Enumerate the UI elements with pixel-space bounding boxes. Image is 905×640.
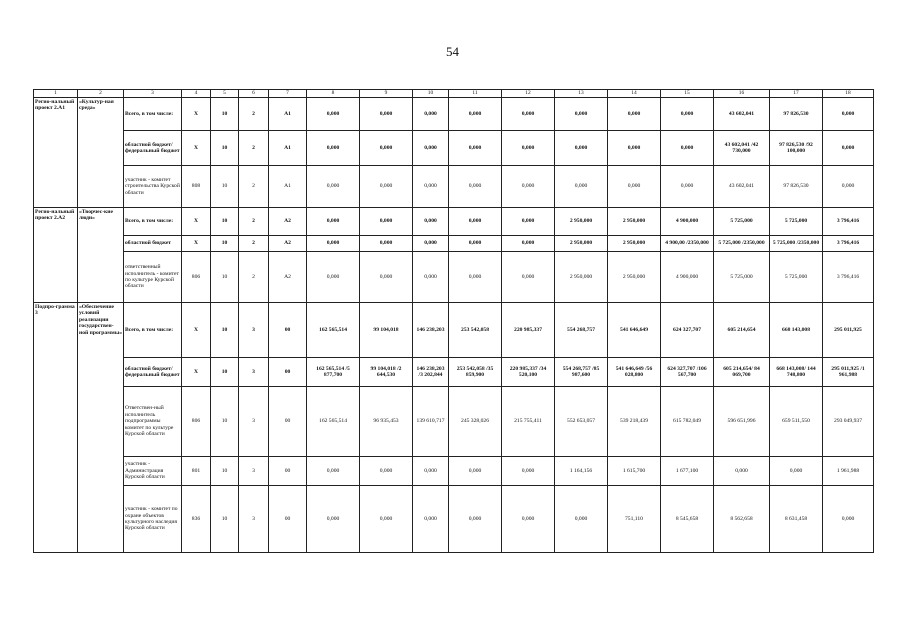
value-cell: 0,000 xyxy=(608,98,661,131)
value-cell: 220 985,337 xyxy=(502,303,555,358)
value-cell: 0,000 xyxy=(413,166,449,208)
value-cell: 2 950,000 xyxy=(608,208,661,236)
code-cell-c7: А1 xyxy=(269,98,307,131)
value-cell: 0,000 xyxy=(502,98,555,131)
value-cell: 0,000 xyxy=(823,486,874,553)
code-cell-c7: 00 xyxy=(269,387,307,457)
code-cell-c7: 00 xyxy=(269,457,307,486)
value-cell: 2 950,000 xyxy=(555,252,608,303)
value-cell: 624 327,707 /106 567,700 xyxy=(661,358,714,387)
value-cell: 0,000 xyxy=(307,98,360,131)
value-cell: 0,000 xyxy=(661,98,714,131)
value-cell: 541 646,649 /56 028,800 xyxy=(608,358,661,387)
value-cell: 99 104,018 /2 644,530 xyxy=(360,358,413,387)
header-cell: 12 xyxy=(502,90,555,98)
value-cell: 253 542,058 xyxy=(449,303,502,358)
header-cell: 1 xyxy=(34,90,78,98)
row-label-cell: Ответствен-ный исполнитель подпрограммы комитет по культуре Курской области xyxy=(124,387,182,457)
value-cell: 43 602,041 xyxy=(714,166,770,208)
value-cell: 0,000 xyxy=(307,236,360,252)
code-cell-c7: 00 xyxy=(269,486,307,553)
value-cell: 97 826,530 xyxy=(770,98,823,131)
header-cell: 8 xyxy=(307,90,360,98)
value-cell: 0,000 xyxy=(714,457,770,486)
value-cell: 99 104,018 xyxy=(360,303,413,358)
code-cell-c5: 10 xyxy=(211,457,239,486)
value-cell: 8 631,458 xyxy=(770,486,823,553)
code-cell-c6: 2 xyxy=(239,166,269,208)
code-cell-c4: 806 xyxy=(182,387,211,457)
code-cell-c5: 10 xyxy=(211,98,239,131)
code-cell-c6: 3 xyxy=(239,486,269,553)
row-label-cell: Всего, в том числе: xyxy=(124,98,182,131)
value-cell: 0,000 xyxy=(502,208,555,236)
code-cell-c5: 10 xyxy=(211,208,239,236)
code-cell-c6: 3 xyxy=(239,457,269,486)
value-cell: 5 725,000 xyxy=(714,208,770,236)
code-cell-c5: 10 xyxy=(211,131,239,166)
value-cell: 4 900,000 xyxy=(661,208,714,236)
value-cell: 0,000 xyxy=(502,486,555,553)
code-cell-c6: 2 xyxy=(239,236,269,252)
value-cell: 293 049,937 xyxy=(823,387,874,457)
code-cell-c6: 2 xyxy=(239,131,269,166)
code-cell-c5: 10 xyxy=(211,166,239,208)
value-cell: 8 562,658 xyxy=(714,486,770,553)
header-cell: 9 xyxy=(360,90,413,98)
table-row xyxy=(34,131,874,166)
value-cell: 5 725,000 /2350,000 xyxy=(714,236,770,252)
header-cell: 5 xyxy=(211,90,239,98)
table-row xyxy=(34,208,874,236)
value-cell: 0,000 xyxy=(413,98,449,131)
value-cell: 751,110 xyxy=(608,486,661,553)
value-cell: 0,000 xyxy=(449,252,502,303)
code-cell-c5: 10 xyxy=(211,486,239,553)
value-cell: 0,000 xyxy=(661,166,714,208)
value-cell: 0,000 xyxy=(502,236,555,252)
value-cell: 0,000 xyxy=(502,131,555,166)
value-cell: 43 602,041 /42 730,000 xyxy=(714,131,770,166)
row-label-cell: Всего, в том числе: xyxy=(124,208,182,236)
value-cell: 5 725,000 xyxy=(714,252,770,303)
row-label-cell: областной бюджет/ федеральный бюджет xyxy=(124,131,182,166)
header-cell: 6 xyxy=(239,90,269,98)
value-cell: 1 961,988 xyxy=(823,457,874,486)
value-cell: 0,000 xyxy=(413,208,449,236)
value-cell: 0,000 xyxy=(360,486,413,553)
code-cell-c4: 801 xyxy=(182,457,211,486)
value-cell: 4 900,000 xyxy=(661,252,714,303)
row-label-cell: областной бюджет/ федеральный бюджет xyxy=(124,358,182,387)
value-cell: 2 950,000 xyxy=(555,208,608,236)
value-cell: 0,000 xyxy=(502,457,555,486)
value-cell: 615 782,049 xyxy=(661,387,714,457)
code-cell-c7: 00 xyxy=(269,303,307,358)
value-cell: 0,000 xyxy=(360,98,413,131)
code-cell-c4: 806 xyxy=(182,252,211,303)
value-cell: 295 011,925 xyxy=(823,303,874,358)
value-cell: 0,000 xyxy=(360,208,413,236)
table-row xyxy=(34,236,874,252)
value-cell: 146 238,203 xyxy=(413,303,449,358)
code-cell-c4: 836 xyxy=(182,486,211,553)
row-label-cell: участник - Администрация Курской области xyxy=(124,457,182,486)
code-cell-c7: А2 xyxy=(269,208,307,236)
value-cell: 0,000 xyxy=(360,131,413,166)
value-cell: 0,000 xyxy=(608,166,661,208)
header-cell: 10 xyxy=(413,90,449,98)
header-cell: 15 xyxy=(661,90,714,98)
budget-table xyxy=(33,89,874,553)
value-cell: 0,000 xyxy=(449,131,502,166)
value-cell: 0,000 xyxy=(502,166,555,208)
value-cell: 4 900,00 /2350,000 xyxy=(661,236,714,252)
value-cell: 3 796,416 xyxy=(823,252,874,303)
value-cell: 0,000 xyxy=(823,131,874,166)
code-cell-c4: Х xyxy=(182,358,211,387)
page-number: 54 xyxy=(446,44,459,59)
value-cell: 5 725,000 xyxy=(770,252,823,303)
value-cell: 0,000 xyxy=(307,486,360,553)
value-cell: 3 796,416 xyxy=(823,208,874,236)
value-cell: 0,000 xyxy=(555,98,608,131)
code-cell-c5: 10 xyxy=(211,236,239,252)
value-cell: 0,000 xyxy=(555,486,608,553)
code-cell-c7: А2 xyxy=(269,236,307,252)
value-cell: 1 615,700 xyxy=(608,457,661,486)
code-cell-c7: А1 xyxy=(269,166,307,208)
code-cell-c5: 10 xyxy=(211,252,239,303)
value-cell: 97 826,530 /92 100,000 xyxy=(770,131,823,166)
row-label-cell: участник - комитет строительства Курской области xyxy=(124,166,182,208)
program-name-cell: «Культур-ная среда» xyxy=(78,98,124,208)
code-cell-c5: 10 xyxy=(211,303,239,358)
value-cell: 5 725,000 xyxy=(770,208,823,236)
table-row xyxy=(34,457,874,486)
row-label-cell: областной бюджет xyxy=(124,236,182,252)
row-label-cell: ответственный исполнитель - комитет по культуре Курской области xyxy=(124,252,182,303)
value-cell: 0,000 xyxy=(413,457,449,486)
header-cell: 2 xyxy=(78,90,124,98)
value-cell: 0,000 xyxy=(661,131,714,166)
value-cell: 554 268,757 xyxy=(555,303,608,358)
value-cell: 0,000 xyxy=(360,252,413,303)
value-cell: 0,000 xyxy=(413,131,449,166)
value-cell: 295 011,925 /1 961,988 xyxy=(823,358,874,387)
value-cell: 5 725,000 /2350,000 xyxy=(770,236,823,252)
value-cell: 0,000 xyxy=(608,131,661,166)
table-row xyxy=(34,98,874,131)
code-cell-c6: 2 xyxy=(239,252,269,303)
value-cell: 2 950,000 xyxy=(608,252,661,303)
value-cell: 0,000 xyxy=(413,486,449,553)
value-cell: 0,000 xyxy=(307,208,360,236)
value-cell: 2 950,000 xyxy=(608,236,661,252)
header-cell: 11 xyxy=(449,90,502,98)
table-row xyxy=(34,358,874,387)
header-cell: 14 xyxy=(608,90,661,98)
code-cell-c7: А1 xyxy=(269,131,307,166)
table-row xyxy=(34,166,874,208)
value-cell: 0,000 xyxy=(449,486,502,553)
code-cell-c6: 2 xyxy=(239,98,269,131)
header-cell: 4 xyxy=(182,90,211,98)
code-cell-c7: А2 xyxy=(269,252,307,303)
code-cell-c4: Х xyxy=(182,131,211,166)
header-cell: 7 xyxy=(269,90,307,98)
value-cell: 0,000 xyxy=(823,166,874,208)
value-cell: 162 565,514 xyxy=(307,387,360,457)
value-cell: 215 755,411 xyxy=(502,387,555,457)
value-cell: 96 935,453 xyxy=(360,387,413,457)
row-label-cell: участник - комитет по охране объектов культурного наследия Курской области xyxy=(124,486,182,553)
row-label-cell: Всего, в том числе: xyxy=(124,303,182,358)
value-cell: 0,000 xyxy=(307,457,360,486)
table-row xyxy=(34,252,874,303)
value-cell: 220 985,337 /34 520,100 xyxy=(502,358,555,387)
value-cell: 2 950,000 xyxy=(555,236,608,252)
code-cell-c4: Х xyxy=(182,236,211,252)
value-cell: 8 545,658 xyxy=(661,486,714,553)
value-cell: 541 646,649 xyxy=(608,303,661,358)
value-cell: 0,000 xyxy=(449,208,502,236)
code-cell-c4: Х xyxy=(182,208,211,236)
value-cell: 0,000 xyxy=(307,166,360,208)
value-cell: 539 218,439 xyxy=(608,387,661,457)
header-cell: 18 xyxy=(823,90,874,98)
table-row xyxy=(34,486,874,553)
value-cell: 0,000 xyxy=(360,236,413,252)
value-cell: 596 651,996 xyxy=(714,387,770,457)
code-cell-c6: 2 xyxy=(239,208,269,236)
value-cell: 668 143,008 xyxy=(770,303,823,358)
value-cell: 0,000 xyxy=(555,166,608,208)
header-row xyxy=(34,90,874,98)
value-cell: 0,000 xyxy=(555,131,608,166)
value-cell: 0,000 xyxy=(307,131,360,166)
value-cell: 624 327,707 xyxy=(661,303,714,358)
code-cell-c4: Х xyxy=(182,303,211,358)
header-cell: 16 xyxy=(714,90,770,98)
code-cell-c4: Х xyxy=(182,98,211,131)
value-cell: 3 796,416 xyxy=(823,236,874,252)
code-cell-c5: 10 xyxy=(211,387,239,457)
value-cell: 605 214,654 xyxy=(714,303,770,358)
value-cell: 0,000 xyxy=(413,252,449,303)
value-cell: 0,000 xyxy=(413,236,449,252)
value-cell: 43 602,041 xyxy=(714,98,770,131)
program-name-cell: «Творчес-кие люди» xyxy=(78,208,124,303)
code-cell-c6: 3 xyxy=(239,387,269,457)
program-cell: Регио-нальный проект 2.А2 xyxy=(34,208,78,303)
value-cell: 139 610,717 xyxy=(413,387,449,457)
value-cell: 0,000 xyxy=(770,457,823,486)
code-cell-c6: 3 xyxy=(239,358,269,387)
program-name-cell: «Обеспечение условий реализации государствен-ной программы» xyxy=(78,303,124,553)
table-row xyxy=(34,387,874,457)
value-cell: 162 565,514 /5 877,700 xyxy=(307,358,360,387)
value-cell: 245 328,026 xyxy=(449,387,502,457)
code-cell-c5: 10 xyxy=(211,358,239,387)
value-cell: 0,000 xyxy=(823,98,874,131)
code-cell-c6: 3 xyxy=(239,303,269,358)
header-cell: 17 xyxy=(770,90,823,98)
value-cell: 0,000 xyxy=(449,457,502,486)
value-cell: 162 565,514 xyxy=(307,303,360,358)
header-cell: 3 xyxy=(124,90,182,98)
header-cell: 13 xyxy=(555,90,608,98)
value-cell: 97 826,530 xyxy=(770,166,823,208)
value-cell: 0,000 xyxy=(360,457,413,486)
value-cell: 253 542,058 /35 859,900 xyxy=(449,358,502,387)
table-row xyxy=(34,303,874,358)
value-cell: 552 653,057 xyxy=(555,387,608,457)
value-cell: 0,000 xyxy=(449,236,502,252)
value-cell: 0,000 xyxy=(449,166,502,208)
value-cell: 0,000 xyxy=(360,166,413,208)
code-cell-c4: 808 xyxy=(182,166,211,208)
value-cell: 1 677,100 xyxy=(661,457,714,486)
program-cell: Подпро-грамма 3 xyxy=(34,303,78,553)
value-cell: 668 143,008/ 144 748,800 xyxy=(770,358,823,387)
value-cell: 605 214,654/ 84 069,700 xyxy=(714,358,770,387)
value-cell: 0,000 xyxy=(449,98,502,131)
value-cell: 146 238,203 /3 202,844 xyxy=(413,358,449,387)
value-cell: 554 268,757 /85 987,600 xyxy=(555,358,608,387)
code-cell-c7: 00 xyxy=(269,358,307,387)
value-cell: 0,000 xyxy=(307,252,360,303)
value-cell: 659 511,550 xyxy=(770,387,823,457)
value-cell: 1 164,156 xyxy=(555,457,608,486)
program-cell: Регио-нальный проект 2.А1 xyxy=(34,98,78,208)
value-cell: 0,000 xyxy=(502,252,555,303)
